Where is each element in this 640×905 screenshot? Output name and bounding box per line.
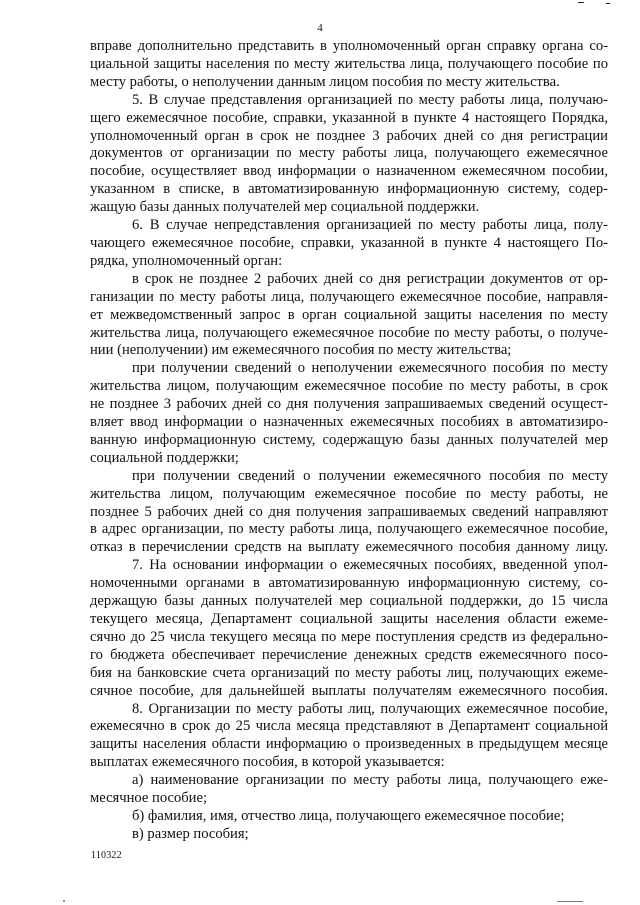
scan-artifact: [578, 2, 584, 3]
paragraph-first-line: 7. На основании информации о ежемесячных пособиях, введенной упол-: [132, 557, 608, 574]
text-line: позднее 5 рабочих дней со дня получения запрашиваемых сведений направляют: [90, 503, 608, 520]
text-line: уполномоченный орган в срок не позднее 3 рабочих дней со дня регистрации: [90, 127, 608, 144]
text-line: ганизации по месту работы лица, получающего ежемесячное пособие, направля-: [90, 288, 608, 305]
text-line: циальной защиты населения по месту жительства лица, получающего пособие по: [90, 55, 608, 72]
text-line: отказ в перечислении средств на выплату ежемесячного пособия данному лицу.: [90, 539, 608, 556]
paragraph-first-line: б) фамилия, имя, отчество лица, получающего ежемесячное пособие;: [132, 807, 565, 824]
paragraph-first-line: в срок не позднее 2 рабочих дней со дня регистрации документов от ор-: [132, 270, 608, 287]
text-line: рядка, уполномоченный орган:: [90, 252, 283, 269]
text-line: текущего месяца, Департамент социальной защиты населения области ежеме-: [90, 611, 608, 627]
text-line: держащую базы данных получателей мер социальной поддержки, до 15 числа: [90, 593, 608, 610]
text-line: месячное пособие;: [90, 790, 208, 807]
paragraph-first-line: при получении сведений о получении ежемесячного пособия по месту: [132, 467, 608, 484]
text-line: жительства лицом, получающим ежемесячное пособие по месту работы, не: [90, 485, 608, 502]
text-line: бия на банковские счета организаций по месту работы лиц, получающих ежеме-: [90, 664, 608, 681]
document-body: [90, 38, 608, 844]
paragraph-first-line: 6. В случае непредставления организацией по месту работы лица, полу-: [132, 217, 608, 234]
document-code: 110322: [91, 850, 122, 861]
text-line: номоченными органами в автоматизированную информационную систему, со-: [90, 575, 608, 592]
paragraph-first-line: 8. Организации по месту работы лиц, получающих ежемесячное пособие,: [132, 700, 608, 717]
scan-artifact: [606, 3, 610, 4]
paragraph-first-line: в) размер пособия;: [132, 825, 249, 842]
page-number: 4: [317, 22, 323, 34]
text-line: го бюджета обеспечивает перечисление денежных средств ежемесячного посо-: [90, 646, 608, 663]
text-line: вправе дополнительно представить в уполномоченный орган справку органа со-: [90, 38, 608, 54]
text-line: в адрес организации, по месту работы лица, получающего ежемесячное пособие,: [90, 521, 608, 538]
text-line: сячно до 25 числа текущего месяца по мере поступления средств из федерально-: [90, 628, 608, 645]
text-line: щего ежемесячное пособие, справки, указанной в пункте 4 настоящего Порядка,: [90, 109, 608, 126]
text-line: нии (неполучении) им ежемесячного пособия по месту жительства;: [90, 342, 512, 359]
text-line: ванную информационную систему, содержащую базы данных получателей мер: [90, 431, 608, 448]
scan-artifact: [63, 900, 65, 902]
text-line: указанном в списке, в автоматизированную информационную систему, содер-: [90, 181, 608, 198]
text-line: сячное пособие, для дальнейшей выплаты получателям ежемесячного пособия.: [90, 682, 608, 699]
text-line: не позднее 3 рабочих дней со дня получения запрашиваемых сведений осущест-: [90, 396, 608, 413]
text-line: жительства лицом, получающим ежемесячное пособие по месту работы, в срок: [90, 378, 608, 395]
text-line: жительства лица, получающего ежемесячное пособие по месту работы, о получе-: [90, 324, 608, 341]
text-line: пособие, осуществляет ввод информации о назначенном ежемесячном пособии,: [90, 163, 608, 180]
paragraph-first-line: при получении сведений о неполучении ежемесячного пособия по месту: [132, 360, 608, 377]
text-line: защиты населения области информацию о произведенных в предыдущем месяце: [90, 736, 608, 753]
text-line: месту работы, о неполучении данным лицом пособия по месту жительства.: [90, 73, 560, 90]
text-line: жащую базы данных получателей мер социальной поддержки.: [90, 199, 480, 216]
text-line: ет межведомственный запрос в орган социальной защиты населения по месту: [90, 306, 608, 323]
text-line: выплатах ежемесячного пособия, в которой указывается:: [90, 754, 445, 771]
paragraph-first-line: а) наименование организации по месту работы лица, получающего еже-: [132, 772, 608, 789]
text-line: чающего ежемесячное пособие, справки, указанной в пункте 4 настоящего По-: [90, 234, 608, 251]
scan-artifact: [557, 901, 583, 902]
text-line: документов от организации по месту работы лица, получающего ежемесячное: [90, 145, 608, 162]
text-line: социальной поддержки;: [90, 449, 239, 466]
text-line: ежемесячно в срок до 25 числа месяца представляют в Департамент социальной: [90, 718, 608, 735]
paragraph-first-line: 5. В случае представления организацией по месту работы лица, получаю-: [132, 91, 608, 108]
text-line: вляет ввод информации о назначенных ежемесячных пособиях в автоматизиро-: [90, 414, 608, 431]
